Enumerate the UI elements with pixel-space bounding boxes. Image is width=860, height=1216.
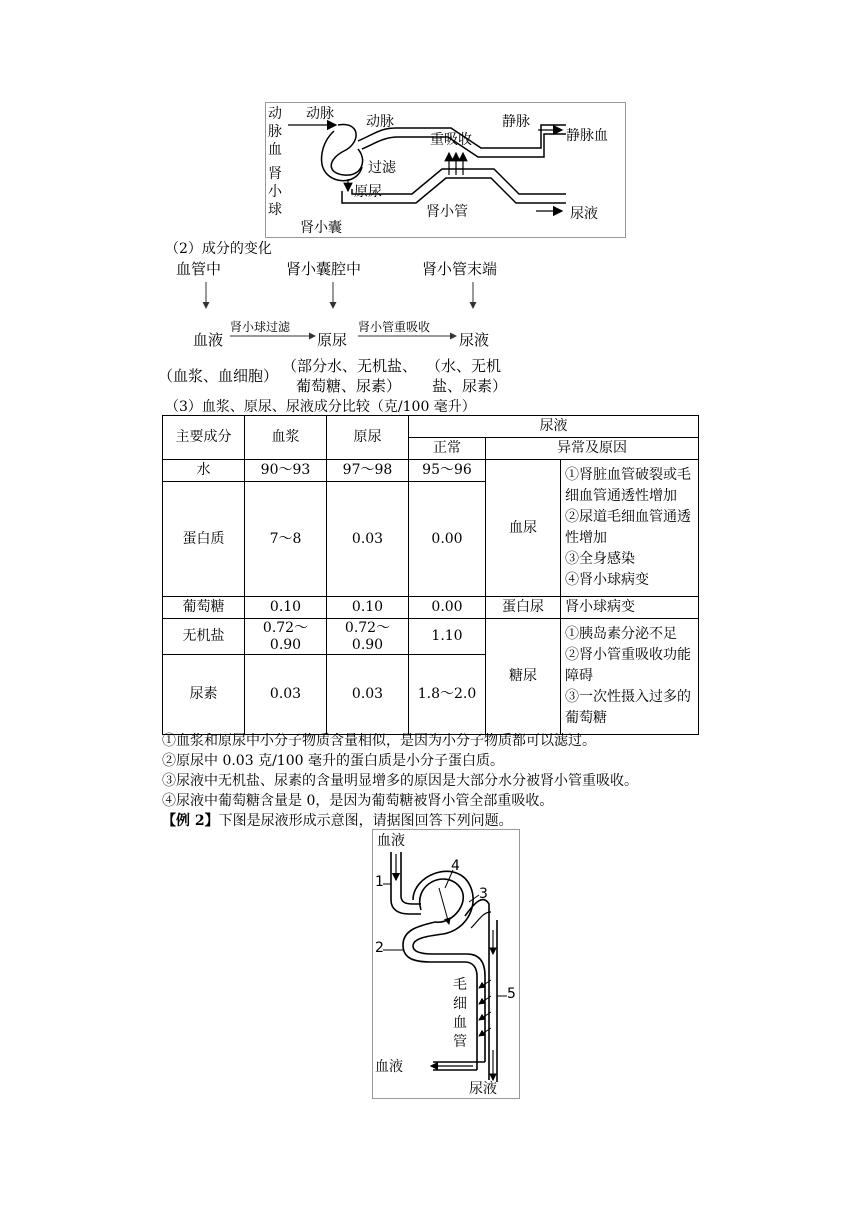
flow-blood: 血液 [193, 331, 224, 349]
component-urine-2: 盐、尿素） [432, 377, 508, 395]
component-urine-1: （水、无机 [426, 357, 502, 375]
composition-table [162, 415, 699, 735]
notes [162, 731, 722, 831]
glycosuria: 糖尿 [486, 619, 561, 735]
label-5: 5 [507, 986, 516, 1002]
hematuria-cause-1: ①肾脏血管破裂或毛细血管通透性增加 [565, 467, 691, 504]
proteinuria-cause: 肾小球病变 [561, 597, 699, 619]
venous-blood-label: 静脉血 [566, 128, 608, 144]
hematuria-cause-3: ③全身感染 [565, 551, 635, 567]
reabsorption-label: 重吸收 [430, 132, 472, 148]
component-primary-2: 葡萄糖、尿素） [296, 377, 402, 395]
glomerulus-label: 肾小球 [268, 166, 282, 218]
flow-header-tubule-end: 肾小管末端 [422, 260, 498, 278]
row-normal: 0.00 [409, 597, 486, 619]
note-4: ④尿液中葡萄糖含量是 0，是因为葡萄糖被肾小管全部重吸收。 [162, 793, 554, 809]
row-normal: 95～96 [409, 460, 486, 482]
row-name: 尿素 [163, 655, 245, 735]
example-line [162, 811, 722, 831]
flow-arrow-reabsorption-label: 肾小管重吸收 [358, 320, 431, 334]
hematuria-cause-4: ④肾小球病变 [565, 572, 649, 588]
row-plasma: 90～93 [245, 460, 327, 482]
example-label: 【例 2】 [162, 813, 219, 829]
header-main: 主要成分 [163, 416, 245, 460]
row-plasma: 0.03 [245, 655, 327, 735]
urine-label: 尿液 [570, 206, 598, 222]
row-primary: 0.72～0.90 [327, 619, 409, 655]
label-3: 3 [479, 886, 488, 902]
note-3: ③尿液中无机盐、尿素的含量明显增多的原因是大部分水分被肾小管重吸收。 [162, 773, 638, 789]
flow-arrow-filtration-label: 肾小球过滤 [230, 320, 291, 334]
row-name: 蛋白质 [163, 482, 245, 597]
row-normal: 1.8～2.0 [409, 655, 486, 735]
header-normal: 正常 [409, 438, 486, 460]
blood-out-label: 血液 [375, 1059, 403, 1075]
row-primary: 0.03 [327, 482, 409, 597]
row-primary: 0.10 [327, 597, 409, 619]
glycosuria-cause-2: ②肾小管重吸收功能障碍 [565, 647, 691, 684]
header-plasma: 血浆 [245, 416, 327, 460]
artery-blood-label: 动脉血 [268, 106, 282, 158]
flow-header-capsule: 肾小囊腔中 [286, 260, 362, 278]
example-text: 下图是尿液形成示意图，请据图回答下列问题。 [218, 813, 513, 829]
proteinuria: 蛋白尿 [486, 597, 561, 619]
note-2: ②原尿中 0.03 克/100 毫升的蛋白质是小分子蛋白质。 [162, 753, 504, 769]
urine-out-label: 尿液 [469, 1081, 497, 1097]
artery-in-label: 动脉 [306, 106, 334, 122]
row-normal: 0.00 [409, 482, 486, 597]
label-1: 1 [375, 874, 384, 890]
flow-primary-urine: 原尿 [317, 331, 348, 349]
vein-label: 静脉 [502, 114, 530, 130]
header-abnormal: 异常及原因 [486, 438, 699, 460]
nephron-flow-figure [265, 102, 626, 238]
row-name: 水 [163, 460, 245, 482]
hematuria: 血尿 [486, 460, 561, 597]
section3-title: （3）血浆、原尿、尿液成分比较（克/100 毫升） [165, 399, 476, 415]
renal-capsule-label: 肾小囊 [300, 220, 342, 236]
row-plasma: 0.10 [245, 597, 327, 619]
row-primary: 0.03 [327, 655, 409, 735]
component-blood: （血浆、血细胞） [158, 367, 279, 385]
flow-header-vessel: 血管中 [176, 260, 222, 278]
section2-title: （2）成分的变化 [165, 241, 272, 257]
row-plasma: 0.72～0.90 [245, 619, 327, 655]
hematuria-cause-2: ②尿道毛细血管通透性增加 [565, 509, 691, 546]
artery-out-label: 动脉 [366, 114, 394, 130]
capillary-label: 毛细血管 [453, 977, 467, 1050]
urine-formation-figure [372, 829, 520, 1099]
row-name: 无机盐 [163, 619, 245, 655]
header-primary: 原尿 [327, 416, 409, 460]
glycosuria-cause-1: ①胰岛素分泌不足 [565, 626, 677, 642]
row-normal: 1.10 [409, 619, 486, 655]
label-4: 4 [451, 858, 460, 874]
header-urine: 尿液 [409, 416, 699, 438]
note-1: ①血浆和原尿中小分子物质含量相似，是因为小分子物质都可以滤过。 [162, 733, 596, 749]
component-primary-1: （部分水、无机盐、 [282, 357, 418, 375]
blood-in-label: 血液 [377, 833, 405, 849]
label-2: 2 [375, 940, 384, 956]
renal-tubule-label: 肾小管 [426, 204, 468, 220]
row-primary: 97～98 [327, 460, 409, 482]
hematuria-causes [561, 460, 699, 597]
filtration-label: 过滤 [368, 160, 396, 176]
glycosuria-cause-3: ③一次性摄入过多的葡萄糖 [565, 689, 691, 726]
row-name: 葡萄糖 [163, 597, 245, 619]
flow-urine: 尿液 [459, 331, 490, 349]
glycosuria-causes [561, 619, 699, 735]
primary-urine-label: 原尿 [354, 184, 382, 200]
row-plasma: 7～8 [245, 482, 327, 597]
